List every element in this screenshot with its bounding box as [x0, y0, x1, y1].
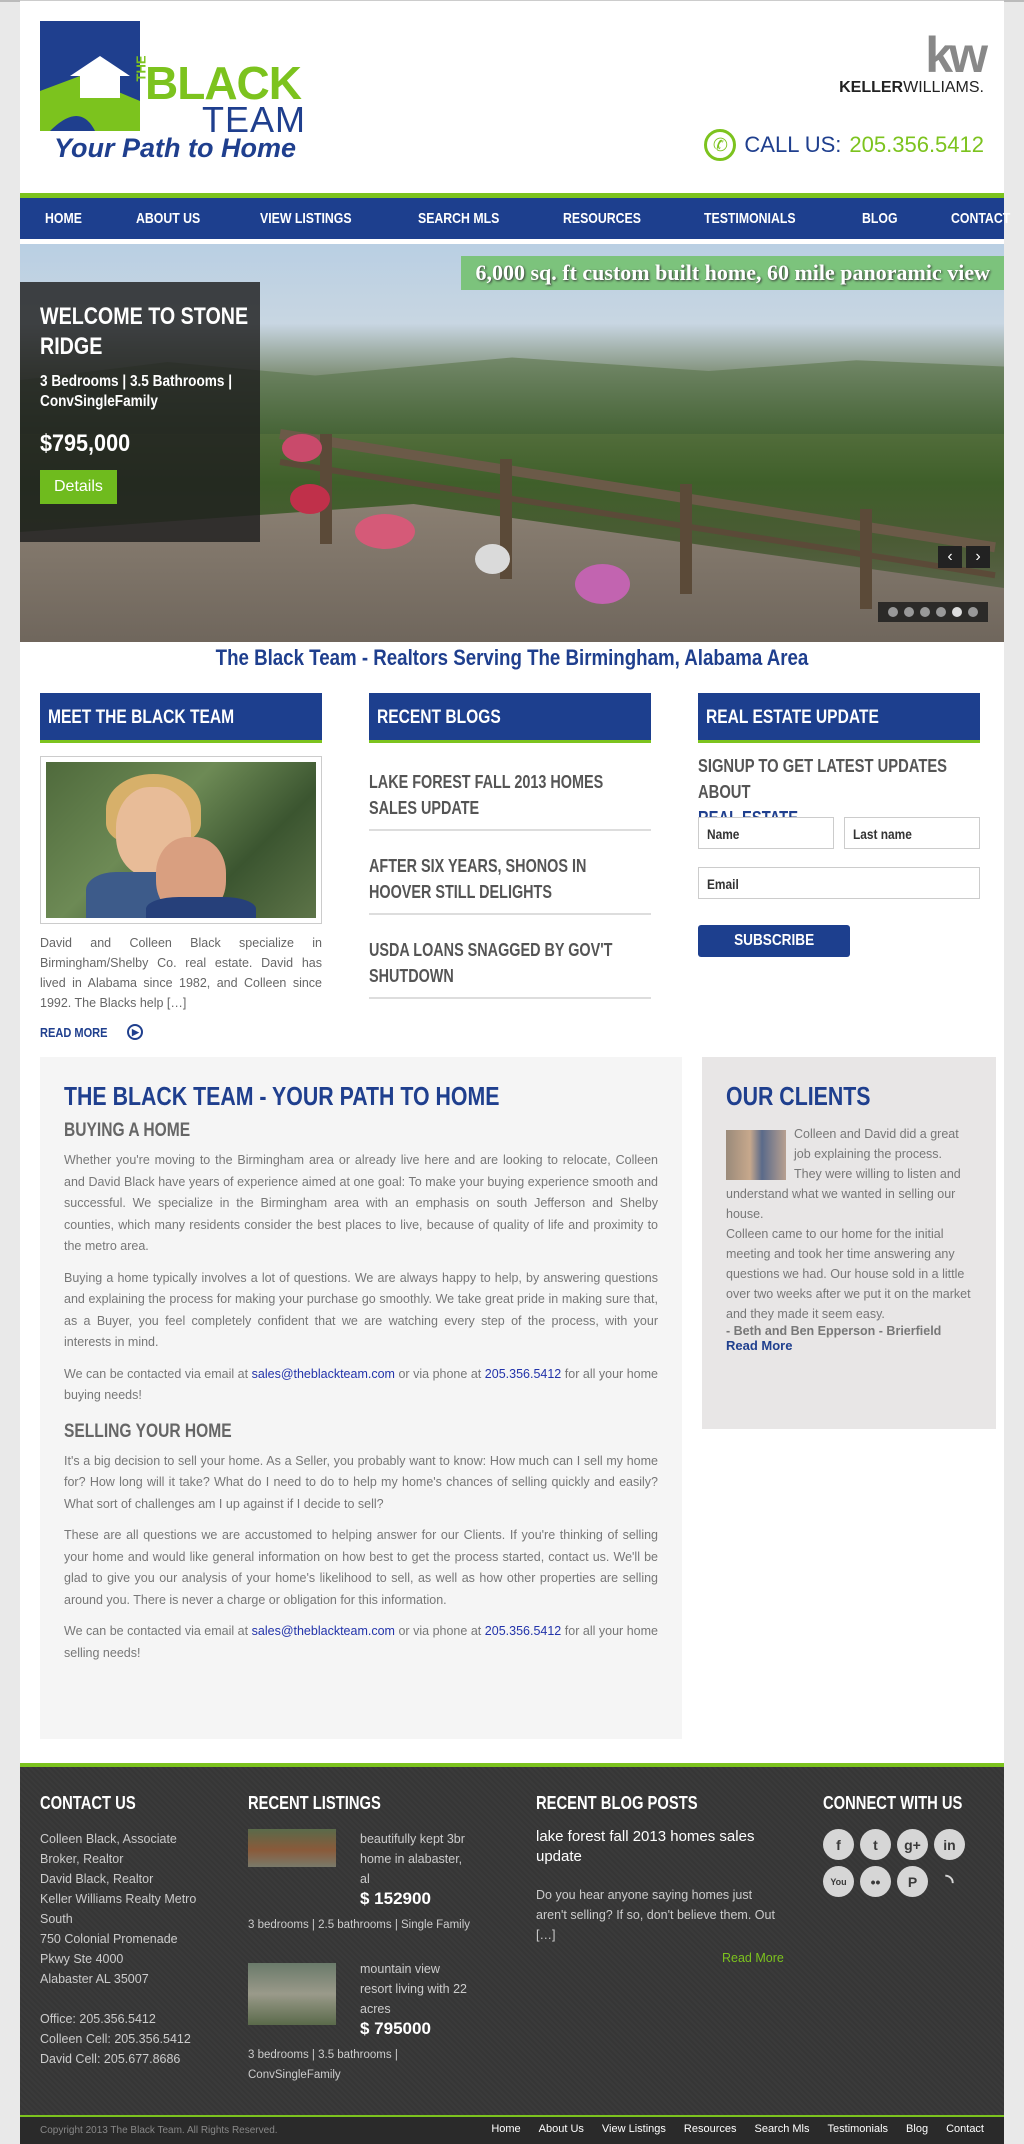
nav-testimonials[interactable]: TESTIMONIALS — [704, 210, 796, 227]
recent-blogs-heading: RECENT BLOGS — [369, 693, 651, 743]
signup-text: SIGNUP TO GET LATEST UPDATES ABOUT — [698, 756, 948, 802]
footer — [20, 1763, 1004, 2115]
slide-caption-panel — [20, 282, 260, 542]
first-name-input[interactable]: Name — [698, 817, 834, 849]
main-content — [40, 1057, 682, 1739]
email-link[interactable]: sales@theblackteam.com — [251, 1624, 395, 1638]
nav-home[interactable]: HOME — [45, 210, 82, 227]
footer-link-resources[interactable]: Resources — [683, 2123, 737, 2135]
footer-link-testimonials[interactable]: Testimonials — [827, 2123, 889, 2135]
buying-contact: We can be contacted via email at sales@theblackteam.com or via phone at 205.356.5412 for all your home buying needs! — [64, 1366, 658, 1402]
client-author: - Beth and Ben Epperson - Brierfield — [726, 1324, 942, 1338]
linkedin-icon[interactable]: in — [934, 1829, 965, 1860]
slide-image-flowers — [282, 434, 322, 462]
slide-title: WELCOME TO STONE RIDGE — [40, 303, 249, 360]
nav-resources[interactable]: RESOURCES — [563, 210, 642, 227]
nav-search-mls[interactable]: SEARCH MLS — [418, 210, 500, 227]
footer-link-about-us[interactable]: About Us — [538, 2123, 584, 2135]
footer-links — [491, 2123, 984, 2135]
slide-image-flowers — [290, 484, 330, 514]
facebook-icon[interactable]: f — [823, 1829, 854, 1860]
clients-read-more-link[interactable]: Read More — [726, 1338, 793, 1353]
footer-blog-title[interactable]: lake forest fall 2013 homes sales update — [536, 1828, 755, 1865]
site-tagline: The Black Team - Realtors Serving The Birmingham, Alabama Area — [215, 645, 809, 670]
details-button[interactable]: Details — [40, 470, 117, 504]
read-more-label: READ MORE — [40, 1024, 108, 1040]
listing-info[interactable] — [360, 1959, 470, 2039]
slider-dot[interactable] — [968, 607, 978, 617]
listing-description: mountain view resort living with 22 acres — [360, 1962, 467, 2016]
slider-prev-button[interactable]: ‹ — [938, 546, 962, 568]
footer-contact-heading: CONTACT US — [40, 1793, 136, 1813]
slider-dot[interactable] — [904, 607, 914, 617]
slider-next-button[interactable]: › — [966, 546, 990, 568]
logo-black-text: BLACK — [145, 57, 301, 109]
footer-blog-read-more[interactable]: Read More — [722, 1951, 784, 1965]
buying-paragraph: Buying a home typically involves a lot of questions. We are always happy to help, by answering questions and explaining the process for making your purchase go smoothly. We take great pride in making sure that, as a Buyer, you feel completely confident that we are watching every step of the process, with your interests in mind. — [64, 1270, 658, 1349]
listing-description: beautifully kept 3br home in alabaster, al — [360, 1832, 465, 1886]
page — [20, 0, 1011, 2144]
kw-mark: kw — [925, 27, 984, 83]
site-logo[interactable] — [40, 21, 305, 166]
contact-line: Alabaster AL 35007 — [40, 1972, 149, 1986]
slider-dot[interactable] — [888, 607, 898, 617]
logo-team-text: TEAM — [202, 99, 307, 140]
footer-link-blog[interactable]: Blog — [906, 2123, 929, 2135]
footer-link-view-listings[interactable]: View Listings — [601, 2123, 666, 2135]
logo-mark-icon — [40, 21, 140, 131]
slide-image-flowers — [355, 514, 415, 549]
client-testimonial: Colleen came to our home for the initial meeting and took her time answering any questions we had. Our house sold in a little over two weeks after we put it on the market and they made it seem easy. — [726, 1227, 971, 1321]
meet-text: David and Colleen Black specialize in Birmingham/Shelby Co. real estate. David has lived in Alabama since 1982, and Colleen since 1992. The Blacks help […] — [40, 936, 322, 1010]
buying-paragraph: Whether you're moving to the Birmingham area or already live here and are looking to relocate, Colleen and David Black have years of experience aimed at one goal: To make your buying experience smooth and successful. We specialize in the Birmingham area with an emphasis on south Jefferson and Shelby counties, which many residents consider the best places to live, because of quality of life and proximity to the metro area. — [64, 1153, 658, 1253]
phone-icon: ✆ — [704, 129, 736, 161]
selling-paragraph: It's a big decision to sell your home. As a Seller, you probably want to know: How much can I sell my home for? How long will it take? What do I need to do to help my home's chances of selling quickly and easily? What sort of challenges am I up against if I decide to sell? — [64, 1453, 658, 1511]
hero-slider[interactable] — [20, 244, 1004, 642]
clients-box — [702, 1057, 996, 1429]
listing-info[interactable] — [360, 1829, 470, 1909]
slide-image-flowers — [475, 544, 510, 574]
arrow-right-circle-icon: ▶ — [127, 1024, 143, 1040]
slider-dots — [878, 602, 988, 622]
slide-banner: 6,000 sq. ft custom built home, 60 mile panoramic view — [461, 256, 1004, 290]
team-photo — [40, 756, 322, 924]
footer-link-search-mls[interactable]: Search Mls — [754, 2123, 810, 2135]
keller-williams-logo[interactable] — [839, 27, 984, 97]
twitter-icon[interactable]: t — [860, 1829, 891, 1860]
phone-link[interactable]: 205.356.5412 — [484, 1366, 562, 1381]
colleen-cell: Colleen Cell: 205.356.5412 — [40, 2032, 191, 2046]
googleplus-icon[interactable]: g+ — [897, 1829, 928, 1860]
call-us-number[interactable]: 205.356.5412 — [849, 132, 984, 157]
footer-bottom-bar — [20, 2115, 1004, 2144]
youtube-icon[interactable]: You — [823, 1866, 854, 1897]
nav-about-us[interactable]: ABOUT US — [136, 210, 201, 227]
slider-arrows — [938, 546, 990, 568]
buying-heading: BUYING A HOME — [64, 1120, 191, 1141]
slider-dot[interactable] — [920, 607, 930, 617]
contact-line: Keller Williams Realty Metro South — [40, 1892, 197, 1926]
footer-connect-heading: CONNECT WITH US — [823, 1793, 963, 1813]
flickr-icon[interactable]: •• — [860, 1866, 891, 1897]
email-input[interactable]: Email — [698, 867, 980, 899]
social-icons — [823, 1829, 973, 1897]
blog-link[interactable]: AFTER SIX YEARS, SHONOS IN HOOVER STILL DELIGHTS — [369, 853, 651, 915]
logo-the-text: THE — [133, 55, 149, 82]
slide-price: $795,000 — [40, 430, 131, 457]
call-us-label: CALL US: — [744, 132, 842, 157]
office-phone: Office: 205.356.5412 — [40, 2012, 156, 2026]
main-title: THE BLACK TEAM - YOUR PATH TO HOME — [64, 1081, 500, 1111]
pinterest-icon[interactable]: P — [897, 1866, 928, 1897]
footer-listings-heading: RECENT LISTINGS — [248, 1793, 381, 1813]
call-us[interactable] — [704, 129, 984, 161]
contact-line: Colleen Black, Associate Broker, Realtor — [40, 1832, 177, 1866]
slide-image-post — [680, 484, 692, 594]
meet-heading: MEET THE BLACK TEAM — [40, 693, 322, 743]
real-estate-update-heading: REAL ESTATE UPDATE — [698, 693, 980, 743]
footer-link-contact[interactable]: Contact — [946, 2123, 984, 2135]
listing-thumbnail[interactable] — [248, 1829, 336, 1867]
selling-heading: SELLING YOUR HOME — [64, 1420, 232, 1442]
nav-contact[interactable]: CONTACT — [951, 210, 1011, 227]
listing-thumbnail[interactable] — [248, 1963, 336, 2025]
rss-icon[interactable]: ◝ — [945, 1871, 954, 1893]
slider-dot[interactable] — [936, 607, 946, 617]
footer-contact-block — [40, 1829, 200, 2069]
nav-view-listings[interactable]: VIEW LISTINGS — [260, 210, 352, 227]
contact-line: 750 Colonial Promenade Pkwy Ste 4000 — [40, 1932, 178, 1966]
client-testimonial: Colleen and David did a great job explaining the process. They were willing to listen and understand what we wanted in selling our house. — [726, 1127, 961, 1221]
slide-subtitle: 3 Bedrooms | 3.5 Bathrooms | ConvSingleFamily — [40, 373, 233, 410]
email-link[interactable]: sales@theblackteam.com — [251, 1366, 395, 1381]
meet-read-more-link[interactable] — [40, 1024, 143, 1040]
slider-dot[interactable] — [952, 607, 962, 617]
selling-paragraph: These are all questions we are accustomed to helping answer for our Clients. If you're thinking of selling your home and would like general information on how best to get the process started, contact us. We'll be glad to give you our analysis of your home's likelihood to sell, as well as how other properties are selling around you. There is never a charge or obligation for this information. — [64, 1528, 658, 1607]
nav-blog[interactable]: BLOG — [861, 210, 898, 227]
contact-line: David Black, Realtor — [40, 1872, 154, 1886]
last-name-input[interactable]: Last name — [844, 817, 980, 849]
blog-link[interactable]: LAKE FOREST FALL 2013 HOMES SALES UPDATE — [369, 769, 651, 831]
client-photo — [726, 1130, 786, 1180]
footer-link-home[interactable]: Home — [491, 2123, 521, 2135]
copyright: Copyright 2013 The Black Team. All Rights Reserved. — [40, 2125, 278, 2136]
slide-image-post — [860, 509, 872, 609]
clients-heading: OUR CLIENTS — [726, 1081, 871, 1111]
listing-price: $ 152900 — [360, 1889, 431, 1908]
blog-link[interactable]: USDA LOANS SNAGGED BY GOV'T SHUTDOWN — [369, 937, 651, 999]
kw-name: KELLERWILLIAMS. — [839, 79, 984, 96]
listing-specs: 3 bedrooms | 2.5 bathrooms | Single Family — [248, 1919, 471, 1931]
subscribe-button[interactable]: SUBSCRIBE — [698, 925, 850, 957]
footer-blog-excerpt: Do you hear anyone saying homes just aren't selling? If so, don't believe them. Out […] — [536, 1888, 775, 1942]
david-cell: David Cell: 205.677.8686 — [40, 2052, 181, 2066]
main-nav — [20, 193, 1011, 239]
listing-specs: 3 bedrooms | 3.5 bathrooms | ConvSingleFamily — [248, 2049, 398, 2081]
logo-tagline: Your Path to Home — [54, 133, 297, 163]
slide-image-flowers — [575, 564, 630, 604]
listing-price: $ 795000 — [360, 2019, 431, 2038]
selling-contact: We can be contacted via email at sales@theblackteam.com or via phone at 205.356.5412 for all your home selling needs! — [64, 1624, 658, 1660]
footer-blog-heading: RECENT BLOG POSTS — [536, 1793, 698, 1813]
phone-link[interactable]: 205.356.5412 — [484, 1624, 562, 1638]
